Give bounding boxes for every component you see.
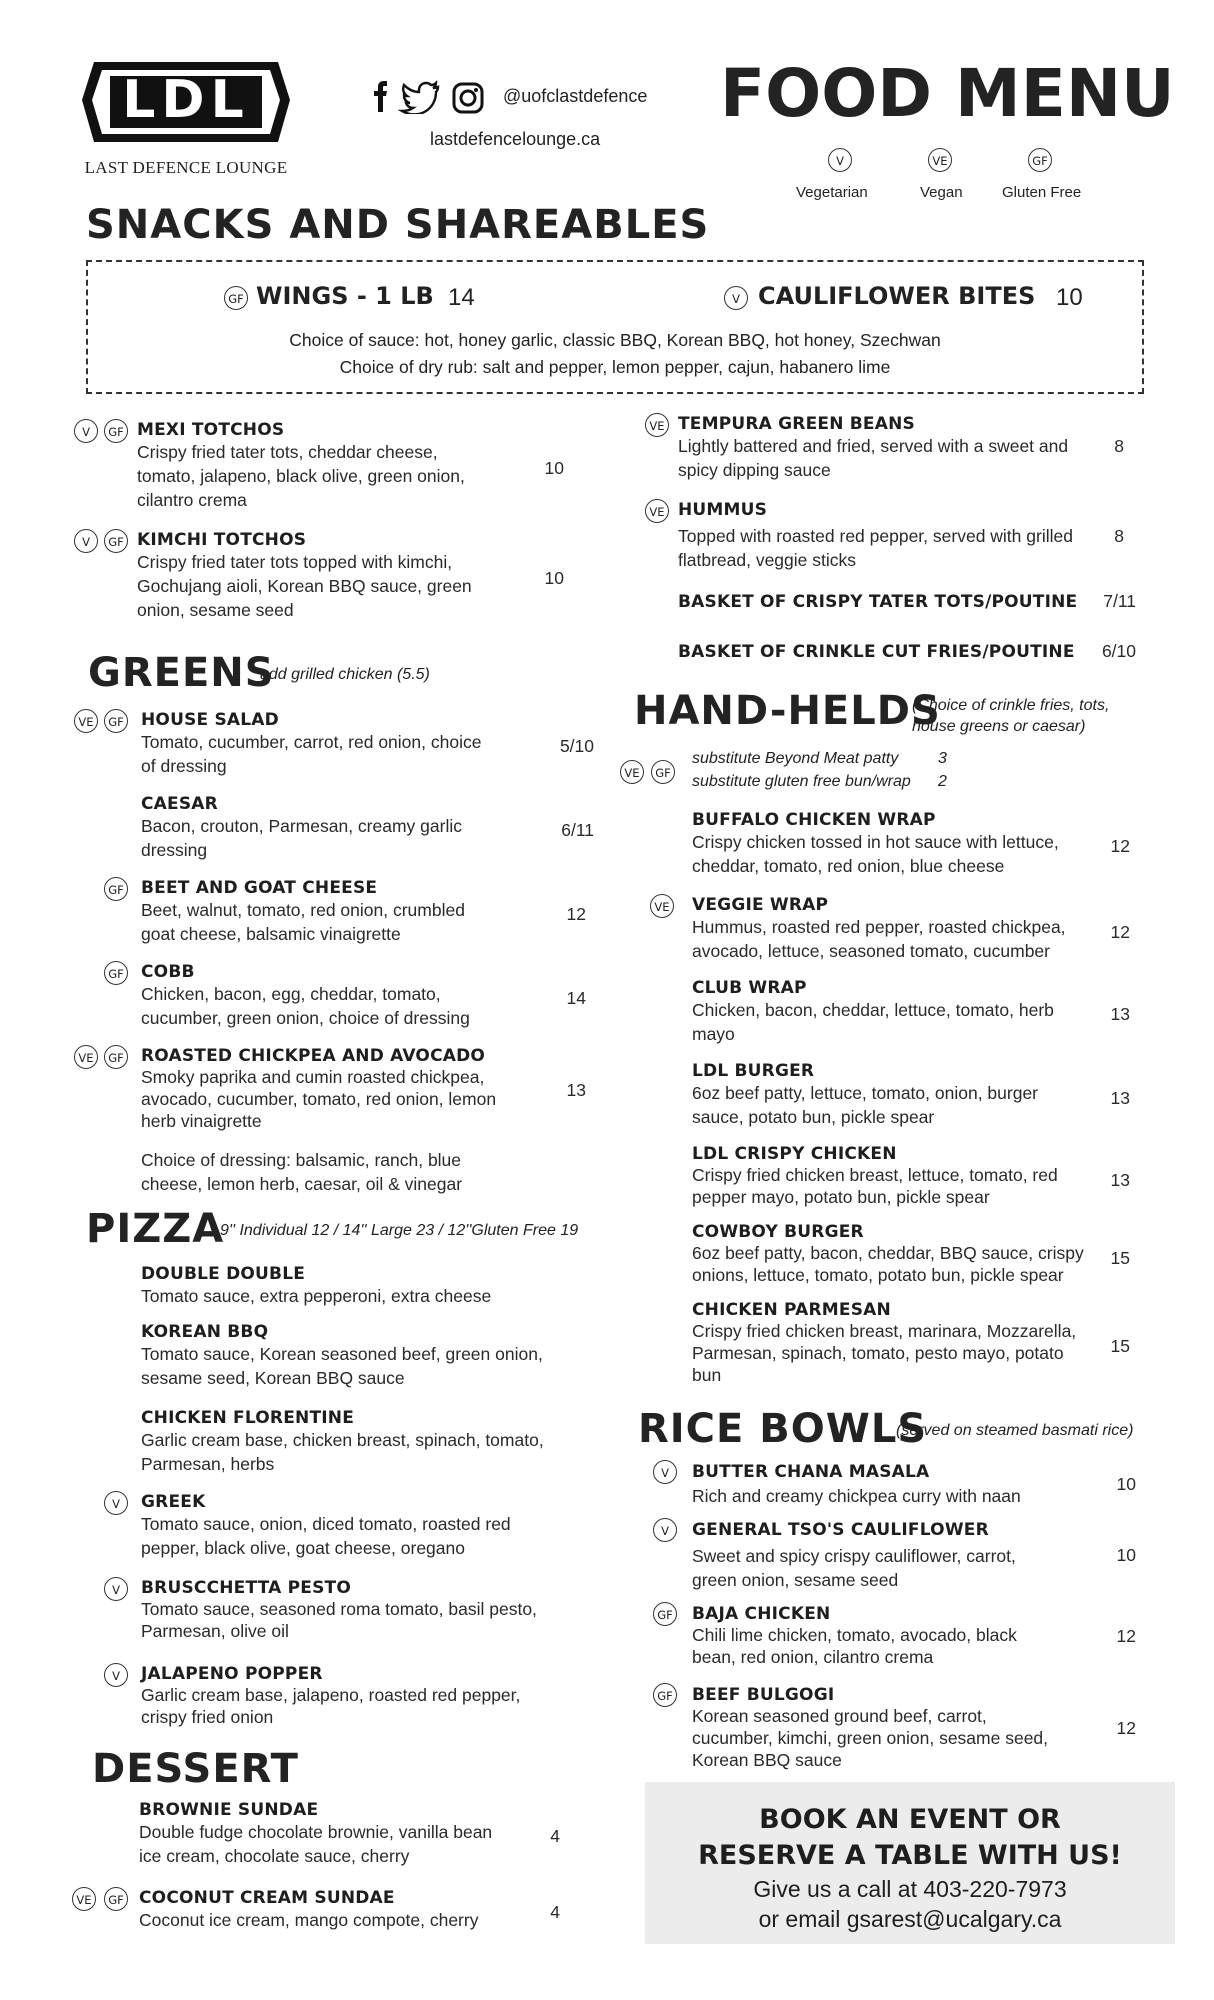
menu-item-butter-chana-masala [692,1462,1112,1508]
menu-item-roasted-chickpea-avocado [141,1046,541,1132]
item-desc-line: avocado, lettuce, seasoned tomato, cucumber [692,941,1050,961]
item-desc-line: crispy fried onion [141,1707,274,1727]
menu-item-general-tsos-cauliflower [692,1520,1112,1592]
item-price: 13 [1110,1170,1130,1190]
cauliflower-v-badge: V [724,286,748,310]
pizza-title: PIZZA [86,1206,225,1252]
menu-item-jalapeno-popper [141,1664,581,1728]
item-desc-line: Tomato sauce, extra pepperoni, extra cheese [141,1286,492,1306]
menu-item-veggie-wrap [692,895,1112,963]
item-desc-line: dressing [141,840,208,860]
item-name: BRUSCCHETTA PESTO [141,1578,351,1598]
item-price: 4 [550,1826,560,1846]
gluten-free-badge: GF [651,760,675,784]
item-name: VEGGIE WRAP [692,895,829,915]
item-desc-line: onion, sesame seed [137,600,294,620]
basket-fries-name: BASKET OF CRINKLE CUT FRIES/POUTINE [678,642,1075,662]
legend [790,148,1100,208]
wings-gf-badge: GF [224,286,248,310]
item-desc-line: cilantro crema [137,490,247,510]
item-name: CAESAR [141,794,218,814]
menu-item-caesar [141,794,541,862]
rice-bowls-title: RICE BOWLS [638,1406,928,1452]
item-desc-line: onions, lettuce, tomato, potato bun, pickle spear [692,1265,1064,1285]
item-desc-line: Smoky paprika and cumin roasted chickpea, [141,1067,485,1087]
vegetarian-badge: V [104,1663,128,1687]
item-desc-line: green onion, sesame seed [692,1570,899,1590]
menu-item-double-double [141,1264,581,1308]
handhelds-note-line: house greens or caesar) [912,718,1086,735]
menu-item-greek [141,1492,581,1560]
menu-item-cobb [141,962,541,1030]
menu-item-kimchi-totchos [137,530,537,622]
item-desc-line: Topped with roasted red pepper, served with grilled [678,526,1073,546]
item-desc-line: Double fudge chocolate brownie, vanilla bean [139,1822,493,1842]
handhelds-title: HAND-HELDS [634,688,941,734]
item-desc-line: Gochujang aioli, Korean BBQ sauce, green [137,576,472,596]
item-price: 6/10 [1101,641,1136,661]
menu-item-beef-bulgogi [692,1685,1112,1771]
substitute-beyond-meat: substitute Beyond Meat patty [692,750,899,767]
item-desc-line: cucumber, green onion, choice of dressing [141,1008,470,1028]
item-price: 4 [550,1902,560,1922]
item-price: 5/10 [559,736,594,756]
item-desc-line: ice cream, chocolate sauce, cherry [139,1846,410,1866]
item-name: BEET AND GOAT CHEESE [141,878,378,898]
legend-badge-gf: GF [1028,148,1052,172]
item-desc-line: Tomato sauce, onion, diced tomato, roasted red [141,1514,511,1534]
item-desc-line: spicy dipping sauce [678,460,831,480]
item-price: 12 [566,904,586,924]
snacks-title: SNACKS AND SHAREABLES [86,202,710,248]
menu-item-house-salad [141,710,541,778]
menu-item-ldl-crispy-chicken [692,1144,1112,1208]
event-heading-line: RESERVE A TABLE WITH US! [698,1840,1122,1871]
page-title: FOOD MENU [720,55,1175,132]
item-desc-line: flatbread, veggie sticks [678,550,857,570]
menu-item-hummus [678,500,1118,572]
event-email[interactable]: or email gsarest@ucalgary.ca [758,1906,1062,1932]
item-price: 14 [566,988,586,1008]
item-price: 15 [1110,1248,1130,1268]
item-price: 10 [1116,1545,1136,1565]
logo-subtitle: LAST DEFENCE LOUNGE [84,158,288,177]
item-name: COBB [141,962,195,982]
menu-item-baja-chicken [692,1604,1112,1668]
event-heading-line: BOOK AN EVENT OR [759,1804,1061,1835]
item-desc-line: Chicken, bacon, cheddar, lettuce, tomato, herb [692,1000,1054,1020]
gluten-free-badge: GF [104,877,128,901]
item-desc-line: Crispy fried tater tots, cheddar cheese, [137,442,438,462]
item-name: BUTTER CHANA MASALA [692,1462,930,1482]
basket-tots-name: BASKET OF CRISPY TATER TOTS/POUTINE [678,592,1078,612]
vegan-badge: VE [645,413,669,437]
item-name: LDL CRISPY CHICKEN [692,1144,897,1164]
item-name: CHICKEN PARMESAN [692,1300,891,1320]
menu-item-ldl-burger [692,1061,1112,1129]
item-name: KIMCHI TOTCHOS [137,530,307,550]
item-price: 8 [1114,526,1124,546]
item-desc-line: Garlic cream base, chicken breast, spinach, tomato, [141,1430,544,1450]
gluten-free-badge: GF [104,419,128,443]
cauliflower-name: CAULIFLOWER BITES [758,282,1036,310]
item-desc-line: Tomato sauce, seasoned roma tomato, basil pesto, [141,1599,537,1619]
item-price: 13 [1110,1004,1130,1024]
item-name: BAJA CHICKEN [692,1604,831,1624]
menu-item-mexi-totchos [137,420,537,512]
gluten-free-badge: GF [653,1683,677,1707]
item-name: BROWNIE SUNDAE [139,1800,319,1820]
item-desc-line: Coconut ice cream, mango compote, cherry [139,1910,479,1930]
facebook-icon[interactable] [374,81,387,112]
menu-item-beet-goat-cheese [141,878,541,946]
item-name: CHICKEN FLORENTINE [141,1408,355,1428]
vegetarian-badge: V [104,1491,128,1515]
legend-label-vegetarian: Vegetarian [796,184,868,201]
menu-item-korean-bbq-pizza [141,1322,581,1390]
item-desc-line: of dressing [141,756,227,776]
item-price: 10 [544,568,564,588]
vegan-badge: VE [72,1887,96,1911]
menu-item-buffalo-chicken-wrap [692,810,1112,878]
item-desc-line: Bacon, crouton, Parmesan, creamy garlic [141,816,462,836]
gluten-free-badge: GF [653,1602,677,1626]
handhelds-note-line: (Choice of crinkle fries, tots, [912,697,1110,714]
item-name: HUMMUS [678,500,768,520]
menu-item-tempura-green-beans [678,414,1118,482]
item-desc-line: mayo [692,1024,735,1044]
item-name: LDL BURGER [692,1061,815,1081]
item-desc-line: Parmesan, spinach, tomato, pesto mayo, potato [692,1343,1064,1363]
legend-badge-v: V [828,148,852,172]
vegetarian-badge: V [653,1460,677,1484]
item-price: 6/11 [561,820,594,840]
item-desc-line: Hummus, roasted red pepper, roasted chickpea, [692,917,1066,937]
item-name: JALAPENO POPPER [141,1664,323,1684]
menu-item-cowboy-burger [692,1222,1112,1286]
item-name: BUFFALO CHICKEN WRAP [692,810,936,830]
item-desc-line: Tomato sauce, Korean seasoned beef, green onion, [141,1344,543,1364]
item-price: 12 [1116,1718,1136,1738]
wings-price: 14 [448,284,475,311]
logo [76,54,296,180]
item-price: 10 [544,458,564,478]
vegan-badge: VE [650,894,674,918]
item-price: 12 [1110,836,1130,856]
item-desc-line: tomato, jalapeno, black olive, green onion, [137,466,465,486]
item-price: 10 [1116,1474,1136,1494]
item-desc-line: Beet, walnut, tomato, red onion, crumbled [141,900,465,920]
greens-note: add grilled chicken (5.5) [260,666,430,683]
pizza-sizes-note: 9'' Individual 12 / 14'' Large 23 / 12''Gluten Free 19 [220,1222,579,1239]
sauce-options: Choice of sauce: hot, honey garlic, classic BBQ, Korean BBQ, hot honey, Szechwan [289,330,941,350]
item-name: GREEK [141,1492,206,1512]
substitute-gf-bun: substitute gluten free bun/wrap [692,773,911,790]
website-link[interactable]: lastdefencelounge.ca [430,129,601,149]
item-name: DOUBLE DOUBLE [141,1264,306,1284]
event-phone[interactable]: Give us a call at 403-220-7973 [753,1876,1067,1902]
item-desc-line: Tomato, cucumber, carrot, red onion, choice [141,732,482,752]
vegetarian-badge: V [74,419,98,443]
item-name: CLUB WRAP [692,978,807,998]
item-desc-line: Korean seasoned ground beef, carrot, [692,1706,987,1726]
item-price: 8 [1114,436,1124,456]
item-desc-line: Sweet and spicy crispy cauliflower, carrot, [692,1546,1016,1566]
vegan-badge: VE [645,499,669,523]
item-desc-line: Chicken, bacon, egg, cheddar, tomato, [141,984,441,1004]
item-desc-line: Rich and creamy chickpea curry with naan [692,1486,1021,1506]
twitter-icon[interactable] [402,83,438,114]
substitute-gf-bun-price: 2 [938,773,947,790]
item-name: COWBOY BURGER [692,1222,864,1242]
item-name: KOREAN BBQ [141,1322,269,1342]
wings-name: WINGS - 1 LB [256,282,434,310]
gluten-free-badge: GF [104,529,128,553]
social-icons[interactable] [368,80,488,114]
menu-item-brownie-sundae [139,1800,559,1868]
menu-item-brusschetta-pesto [141,1578,581,1642]
legend-label-vegan: Vegan [920,184,963,201]
item-desc-line: Garlic cream base, jalapeno, roasted red pepper, [141,1685,521,1705]
item-desc-line: Lightly battered and fried, served with a sweet and [678,436,1069,456]
item-name: GENERAL TSO'S CAULIFLOWER [692,1520,989,1540]
item-desc-line: Korean BBQ sauce [692,1750,842,1770]
menu-item-coconut-cream-sundae [139,1888,559,1932]
item-price: 7/11 [1103,591,1136,611]
item-desc-line: 6oz beef patty, bacon, cheddar, BBQ sauce, crispy [692,1243,1084,1263]
rice-bowls-note: (served on steamed basmati rice) [896,1422,1134,1439]
item-desc-line: herb vinaigrette [141,1111,262,1131]
vegan-badge: VE [74,1045,98,1069]
dessert-title: DESSERT [92,1746,299,1792]
vegetarian-badge: V [104,1577,128,1601]
gluten-free-badge: GF [104,709,128,733]
item-desc-line: Crispy fried chicken breast, marinara, Mozzarella, [692,1321,1077,1341]
legend-badge-ve: VE [928,148,952,172]
social-handle[interactable]: @uofclastdefence [503,86,648,106]
gluten-free-badge: GF [104,961,128,985]
vegan-badge: VE [620,760,644,784]
vegetarian-badge: V [74,529,98,553]
item-price: 12 [1110,922,1130,942]
item-desc-line: sesame seed, Korean BBQ sauce [141,1368,405,1388]
item-desc-line: goat cheese, balsamic vinaigrette [141,924,401,944]
item-desc-line: Parmesan, herbs [141,1454,275,1474]
greens-title: GREENS [88,650,275,696]
menu-item-club-wrap [692,978,1112,1046]
item-desc-line: sauce, potato bun, pickle spear [692,1107,935,1127]
item-desc-line: Crispy fried tater tots topped with kimchi, [137,552,453,572]
item-name: TEMPURA GREEN BEANS [678,414,915,434]
item-desc-line: bean, red onion, cilantro crema [692,1647,934,1667]
instagram-icon[interactable] [454,84,482,112]
gluten-free-badge: GF [104,1045,128,1069]
menu-item-chicken-parmesan [692,1300,1112,1386]
dry-rub-options: Choice of dry rub: salt and pepper, lemon pepper, cajun, habanero lime [339,357,891,377]
item-desc-line: 6oz beef patty, lettuce, tomato, onion, burger [692,1083,1039,1103]
event-callout [645,1782,1175,1944]
item-price: 15 [1110,1336,1130,1356]
vegetarian-badge: V [653,1518,677,1542]
legend-label-gluten-free: Gluten Free [1002,184,1082,201]
item-name: COCONUT CREAM SUNDAE [139,1888,395,1908]
item-desc-line: Chili lime chicken, tomato, avocado, black [692,1625,1017,1645]
item-price: 13 [1110,1088,1130,1108]
gluten-free-badge: GF [104,1887,128,1911]
item-name: MEXI TOTCHOS [137,420,285,440]
logo-text: LDL [122,70,250,130]
item-price: 13 [566,1080,586,1100]
item-desc-line: pepper, black olive, goat cheese, oregano [141,1538,465,1558]
item-name: ROASTED CHICKPEA AND AVOCADO [141,1046,486,1066]
dressing-note [141,1148,541,1196]
item-desc-line: cucumber, kimchi, green onion, sesame seed, [692,1728,1049,1748]
menu-item-chicken-florentine [141,1408,581,1476]
item-desc-line: avocado, cucumber, tomato, red onion, lemon [141,1089,497,1109]
item-desc-line: Parmesan, olive oil [141,1621,289,1641]
item-desc-line: bun [692,1365,722,1385]
item-name: BEEF BULGOGI [692,1685,835,1705]
item-desc-line: pepper mayo, potato bun, pickle spear [692,1187,990,1207]
dressing-note-line: Choice of dressing: balsamic, ranch, blue [141,1150,462,1170]
item-price: 12 [1116,1626,1136,1646]
cauliflower-price: 10 [1056,284,1083,311]
item-name: HOUSE SALAD [141,710,279,730]
vegan-badge: VE [74,709,98,733]
item-desc-line: cheddar, tomato, red onion, blue cheese [692,856,1005,876]
item-desc-line: Crispy fried chicken breast, lettuce, tomato, red [692,1165,1058,1185]
substitute-beyond-meat-price: 3 [938,750,947,767]
dressing-note-line: cheese, lemon herb, caesar, oil & vinegar [141,1174,463,1194]
item-desc-line: Crispy chicken tossed in hot sauce with lettuce, [692,832,1059,852]
